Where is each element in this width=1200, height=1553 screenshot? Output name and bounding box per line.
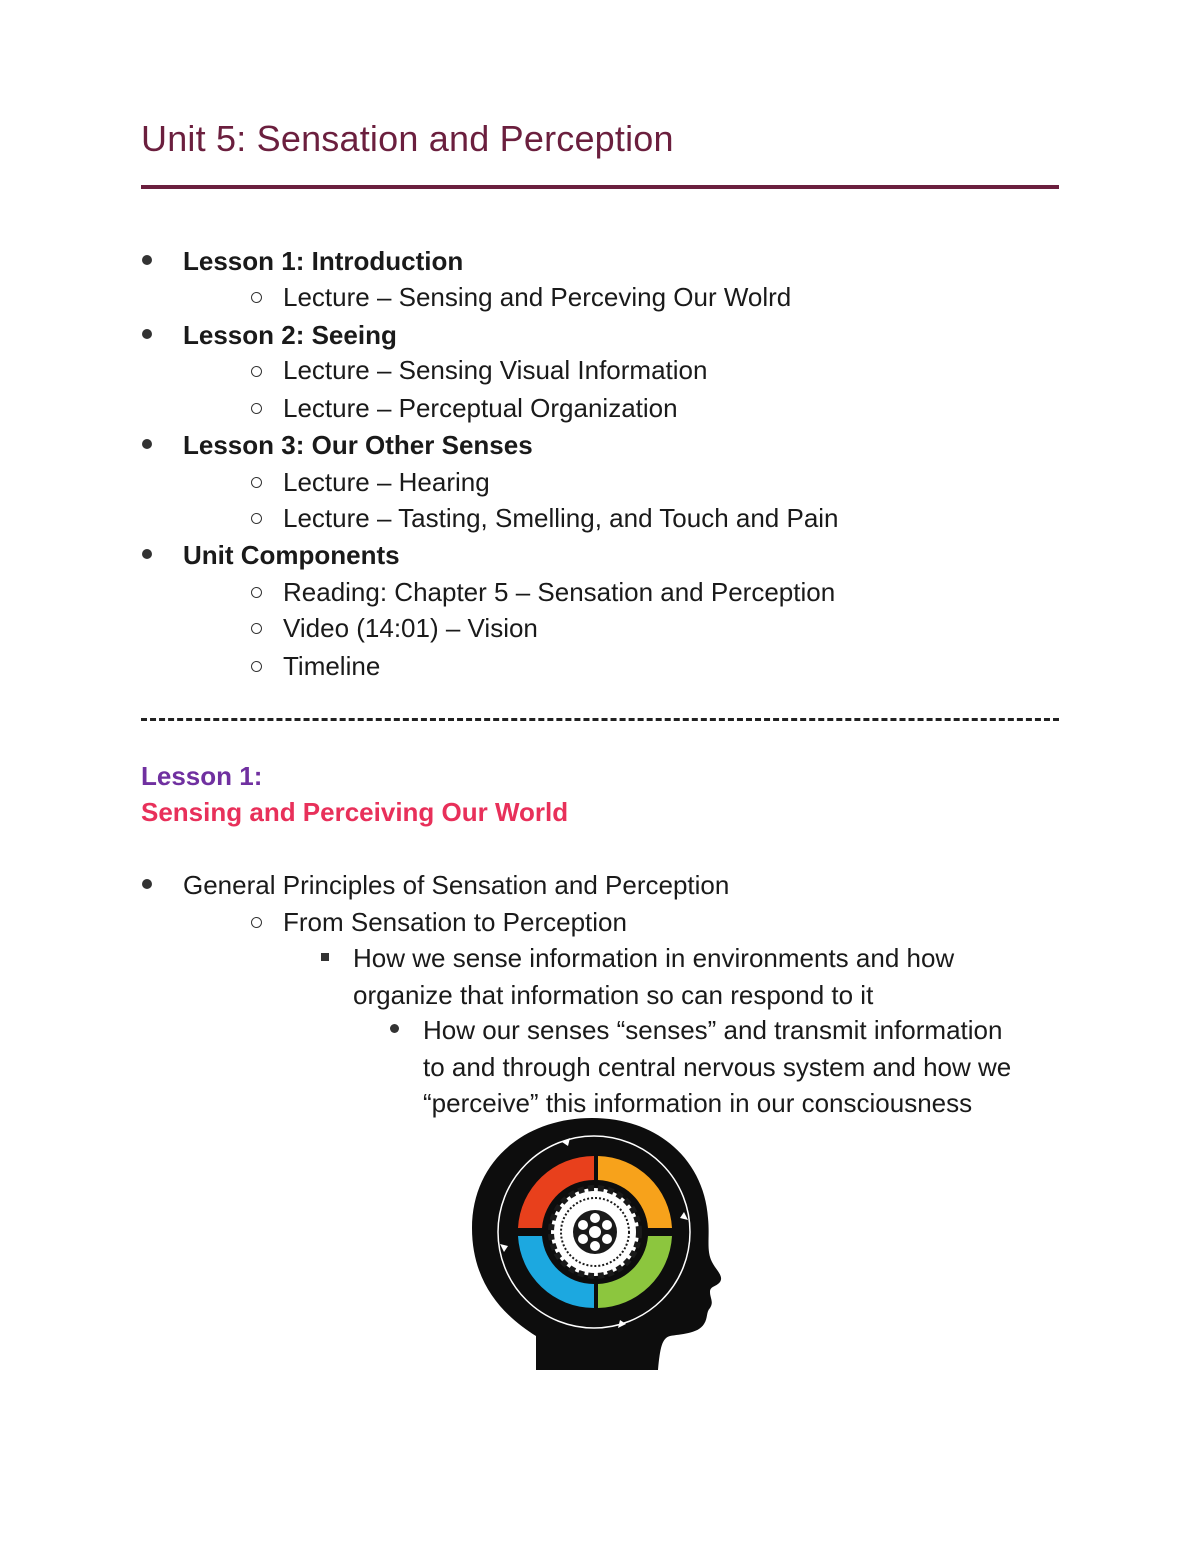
outline-lesson3-label: Lesson 3: Our Other Senses bbox=[183, 430, 533, 460]
circle-bullet-icon bbox=[251, 661, 262, 672]
bullet-icon bbox=[142, 549, 152, 559]
lesson-title: Sensing and Perceiving Our World bbox=[141, 797, 569, 827]
outline-lesson2-item: Lecture – Sensing Visual Information bbox=[283, 355, 708, 385]
outline-components-label: Unit Components bbox=[183, 540, 400, 570]
circle-bullet-icon bbox=[251, 623, 262, 634]
note-level2: From Sensation to Perception bbox=[283, 907, 627, 937]
note-level4-line: “perceive” this information in our consciousness bbox=[423, 1088, 973, 1118]
circle-bullet-icon bbox=[251, 366, 262, 377]
circle-bullet-icon bbox=[251, 513, 262, 524]
note-level4-line: How our senses “senses” and transmit information bbox=[423, 1015, 1003, 1045]
outline-components-item: Video (14:01) – Vision bbox=[283, 613, 538, 643]
page-title: Unit 5: Sensation and Perception bbox=[141, 118, 674, 159]
note-level4-line: to and through central nervous system and how we bbox=[423, 1052, 1012, 1082]
circle-bullet-icon bbox=[251, 917, 262, 928]
outline-components-item: Timeline bbox=[283, 651, 381, 681]
circle-bullet-icon bbox=[251, 403, 262, 414]
note-level3-line: How we sense information in environments and how bbox=[353, 943, 955, 973]
circle-bullet-icon bbox=[251, 477, 262, 488]
square-bullet-icon bbox=[321, 953, 329, 961]
bullet-icon bbox=[390, 1024, 399, 1033]
outline-components-item: Reading: Chapter 5 – Sensation and Perception bbox=[283, 577, 836, 607]
note-level1: General Principles of Sensation and Perception bbox=[183, 870, 730, 900]
outline-lesson1-label: Lesson 1: Introduction bbox=[183, 246, 464, 276]
head-gear-icon bbox=[466, 1112, 726, 1374]
note-level3-line: organize that information so can respond to it bbox=[353, 980, 874, 1010]
bullet-icon bbox=[142, 329, 152, 339]
bullet-icon bbox=[142, 879, 152, 889]
outline-lesson3-item: Lecture – Tasting, Smelling, and Touch and Pain bbox=[283, 503, 839, 533]
outline-lesson3-item: Lecture – Hearing bbox=[283, 467, 490, 497]
section-divider bbox=[141, 718, 1059, 721]
outline-lesson1-item: Lecture – Sensing and Perceving Our Wolrd bbox=[283, 282, 792, 312]
outline-lesson2-label: Lesson 2: Seeing bbox=[183, 320, 397, 350]
circle-bullet-icon bbox=[251, 292, 262, 303]
circle-bullet-icon bbox=[251, 587, 262, 598]
outline-lesson2-item: Lecture – Perceptual Organization bbox=[283, 393, 678, 423]
bullet-icon bbox=[142, 255, 152, 265]
title-rule bbox=[141, 185, 1059, 189]
bullet-icon bbox=[142, 439, 152, 449]
lesson-label: Lesson 1: bbox=[141, 761, 263, 791]
